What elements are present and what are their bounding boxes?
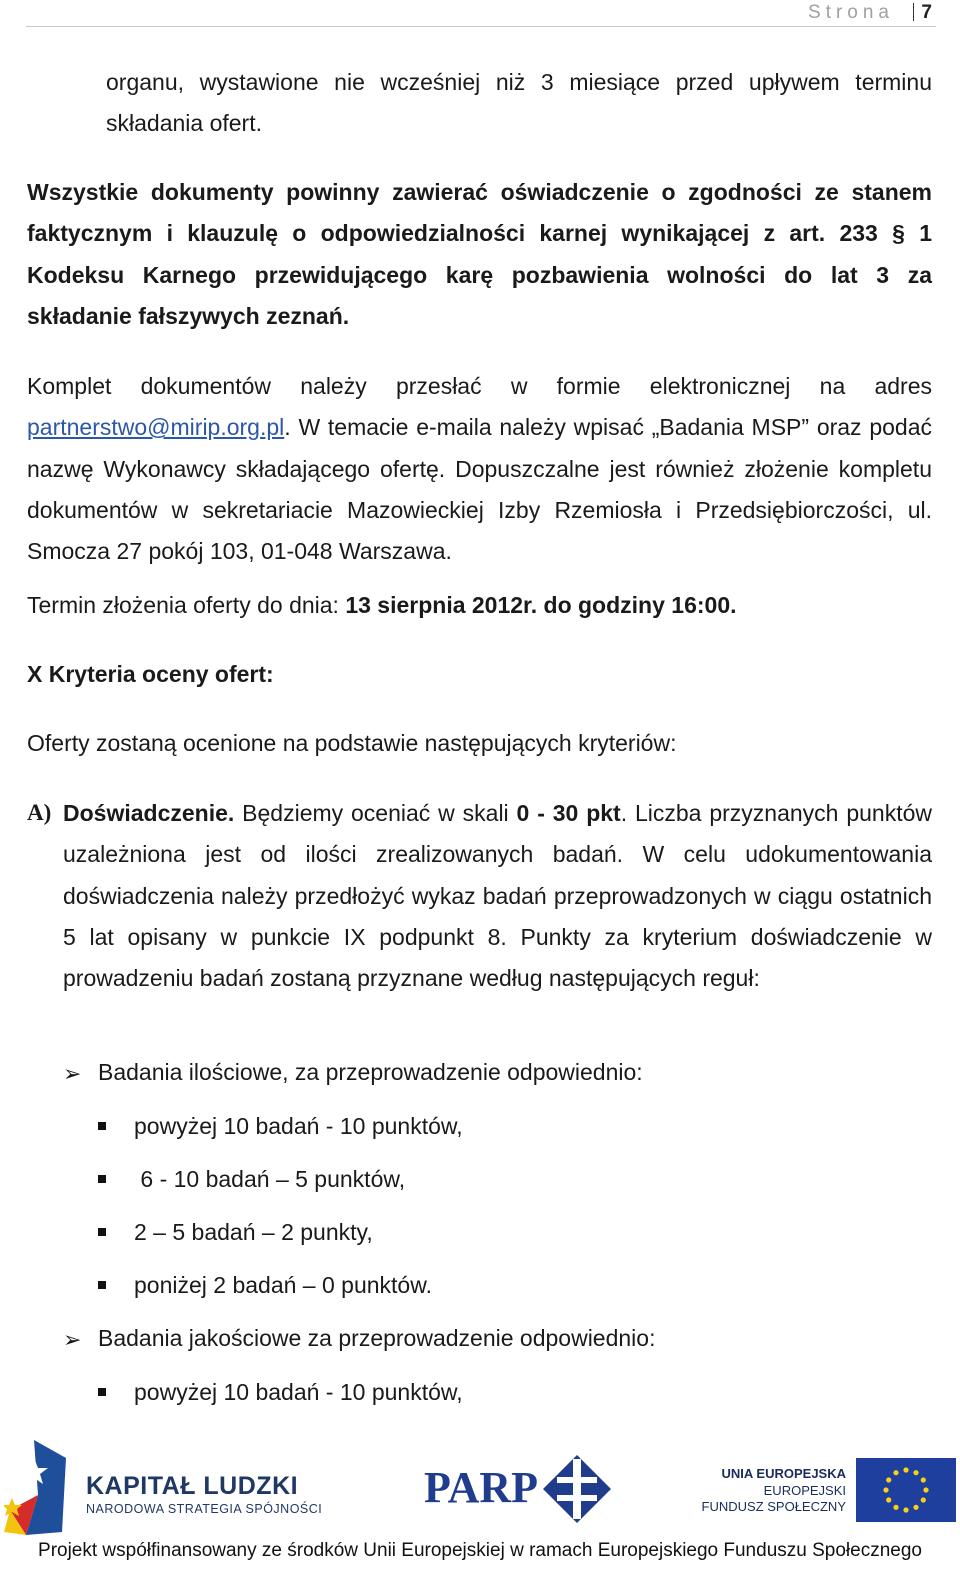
square-bullet-icon [98,1281,106,1289]
paragraph-line: organu, wystawione nie wcześniej niż 3 miesiące przed upływem terminu [106,69,932,95]
list-item: 2 – 5 badań – 2 punkty, [134,1219,373,1245]
square-bullet-icon [98,1388,106,1396]
paragraph-submission [27,366,932,572]
paragraph-line: składania ofert. [106,110,262,137]
paragraph-declaration: Wszystkie dokumenty powinny zawierać oświadczenie o zgodności ze stanem faktycznym i klauzulę o odpowiedzialności karnej wynikającej z art. 233 § 1 Kodeksu Karnego przewidującego karę pozbawienia wolności do lat 3 za składanie fałszywych zeznań. [27,179,932,329]
list-item: poniżej 2 badań – 0 punktów. [134,1272,432,1298]
header-rule [26,26,936,27]
parp-logo-text: PARP [424,1463,539,1512]
group-label: Badania jakościowe za przeprowadzenie odpowiednio: [98,1325,656,1351]
kapital-ludzki-title: KAPITAŁ LUDZKI [86,1472,299,1500]
kapital-ludzki-logo [4,1440,74,1535]
section-title: X Kryteria oceny ofert: [27,661,274,687]
criterion-a-text1: Będziemy oceniać w skali [234,800,517,826]
email-link[interactable]: partnerstwo@mirip.org.pl [27,414,285,441]
list-item: 6 - 10 badań – 5 punktów, [134,1166,406,1192]
header-separator [913,3,914,21]
arrow-bullet-icon: ➢ [63,1061,82,1086]
ue-label-line1: UNIA EUROPEJSKA [721,1466,846,1481]
parp-logo-icon [543,1455,611,1523]
eu-flag-icon [856,1458,956,1522]
deadline-value: 13 sierpnia 2012r. do godziny 16:00. [345,592,737,618]
page-header-label: Strona [808,2,894,23]
criterion-a-text [63,793,932,999]
criterion-a-text2: . Liczba przyznanych punktów uzależniona jest od ilości zrealizowanych badań. W celu udokumentowania doświadczenia należy przedłożyć wykaz badań przeprowadzonych w ciągu ostatnich 5 lat opisany w punkcie IX podpunkt 8. Punkty za kryterium doświadczenie w prowadzeniu badań zostaną przyznane według następujących reguł: [63,800,932,992]
submission-text-after: . W temacie e-maila należy wpisać „Badania MSP” oraz podać nazwę Wykonawcy składającego ofertę. Dopuszczalne jest również złożenie kompletu dokumentów w sekretariacie Mazowieckiej Izby Rzemiosła i Przedsiębiorczości, ul. Smocza 27 pokój 103, 01-048 Warszawa. [27,414,932,565]
square-bullet-icon [98,1122,106,1130]
footer-text: Projekt współfinansowany ze środków Unii Europejskiej w ramach Europejskiego Funduszu Społecznego [38,1540,922,1561]
kapital-ludzki-subtitle: NARODOWA STRATEGIA SPÓJNOŚCI [86,1502,323,1516]
criterion-a-title: Doświadczenie. [63,800,235,826]
criteria-intro: Oferty zostaną ocenione na podstawie następujących kryteriów: [27,730,677,756]
group-label: Badania ilościowe, za przeprowadzenie odpowiednio: [98,1059,643,1085]
paragraph-organ [106,62,932,145]
ue-label-line3: FUNDUSZ SPOŁECZNY [701,1499,846,1514]
square-bullet-icon [98,1228,106,1236]
deadline-line [27,585,932,626]
list-item: powyżej 10 badań - 10 punktów, [134,1113,463,1139]
ue-label-line2: EUROPEJSKI [763,1483,846,1498]
submission-text-before: Komplet dokumentów należy przesłać w formie elektronicznej na adres [27,373,932,399]
square-bullet-icon [98,1175,106,1183]
list-item: powyżej 10 badań - 10 punktów, [134,1379,463,1405]
deadline-label: Termin złożenia oferty do dnia: [27,592,346,618]
arrow-bullet-icon: ➢ [63,1327,82,1352]
criterion-marker: A) [27,800,52,825]
criterion-a-scale: 0 - 30 pkt [516,800,621,826]
page-number: 7 [921,2,932,23]
